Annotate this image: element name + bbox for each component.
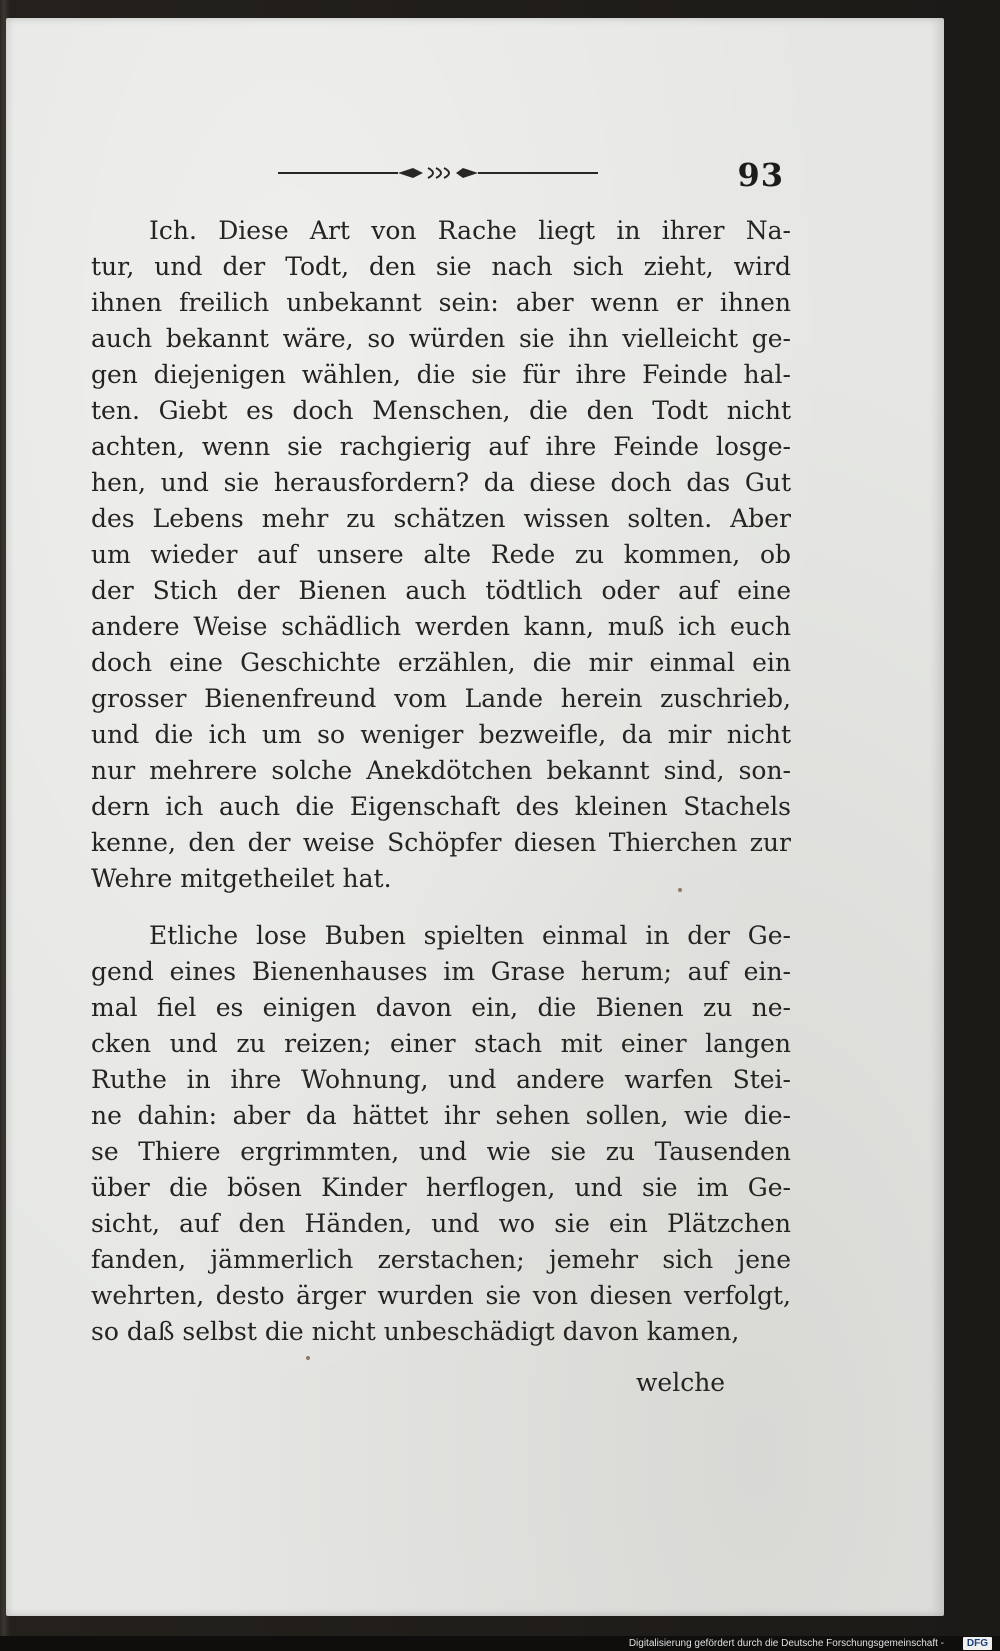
- text-line: und die ich um so weniger bezweifle, da mir nicht: [91, 720, 791, 749]
- footer-bar: [0, 1636, 1000, 1651]
- text-line: Etliche lose Buben spielten einmal in der Ge-: [149, 921, 791, 950]
- paper-spot: [678, 888, 682, 892]
- text-line: achten, wenn sie rachgierig auf ihre Feinde losge-: [91, 432, 791, 461]
- text-line: Ich. Diese Art von Rache liegt in ihrer Na-: [149, 216, 791, 245]
- text-line: hen, und sie herausfordern? da diese doch das Gut: [91, 468, 791, 497]
- text-line: ihnen freilich unbekannt sein: aber wenn er ihnen: [91, 288, 791, 317]
- text-line: doch eine Geschichte erzählen, die mir einmal ein: [91, 648, 791, 677]
- text-line: des Lebens mehr zu schätzen wissen solten. Aber: [91, 504, 791, 533]
- catchword: welche: [636, 1368, 726, 1397]
- text-line: ten. Giebt es doch Menschen, die den Todt nicht: [91, 396, 791, 425]
- text-line: ne dahin: aber da hättet ihr sehen sollen, wie die-: [91, 1101, 791, 1130]
- paper-spot: [306, 1356, 310, 1360]
- ornament-rule-icon: [278, 166, 598, 180]
- text-line: kenne, den der weise Schöpfer diesen Thierchen zur: [91, 828, 791, 857]
- text-line: grosser Bienenfreund vom Lande herein zuschrieb,: [91, 684, 791, 713]
- text-line: cken und zu reizen; einer stach mit einer langen: [91, 1029, 791, 1058]
- footer-credit: Digitalisierung gefördert durch die Deutsche Forschungsgemeinschaft -: [628, 1638, 944, 1649]
- text-line: se Thiere ergrimmten, und wie sie zu Tausenden: [91, 1137, 791, 1166]
- dfg-logo: DFG: [963, 1637, 992, 1650]
- page-header: [6, 146, 944, 196]
- paragraph-1: [91, 213, 791, 897]
- text-line: der Stich der Bienen auch tödtlich oder auf eine: [91, 576, 791, 605]
- text-line: gend eines Bienenhauses im Grase herum; auf ein-: [91, 957, 791, 986]
- book-page: [6, 18, 944, 1616]
- page-number: 93: [737, 156, 784, 194]
- text-line: fanden, jämmerlich zerstachen; jemehr sich jene: [91, 1245, 791, 1274]
- text-line: über die bösen Kinder herflogen, und sie im Ge-: [91, 1173, 791, 1202]
- text-line: Ruthe in ihre Wohnung, und andere warfen Stei-: [91, 1065, 791, 1094]
- text-line: mal fiel es einigen davon ein, die Bienen zu ne-: [91, 993, 791, 1022]
- text-line: gen diejenigen wählen, die sie für ihre Feinde hal-: [91, 360, 791, 389]
- text-line: nur mehrere solche Anekdötchen bekannt sind, son-: [91, 756, 791, 785]
- text-line: andere Weise schädlich werden kann, muß ich euch: [91, 612, 791, 641]
- text-line: Wehre mitgetheilet hat.: [91, 864, 392, 893]
- text-line: wehrten, desto ärger wurden sie von diesen verfolgt,: [91, 1281, 791, 1310]
- text-line: um wieder auf unsere alte Rede zu kommen, ob: [91, 540, 791, 569]
- text-line: auch bekannt wäre, so würden sie ihn vielleicht ge-: [91, 324, 791, 353]
- text-line: tur, und der Todt, den sie nach sich zieht, wird: [91, 252, 791, 281]
- text-line: sicht, auf den Händen, und wo sie ein Plätzchen: [91, 1209, 791, 1238]
- text-line: so daß selbst die nicht unbeschädigt davon kamen,: [91, 1317, 740, 1346]
- paragraph-2: [91, 918, 791, 1350]
- text-line: dern ich auch die Eigenschaft des kleinen Stachels: [91, 792, 791, 821]
